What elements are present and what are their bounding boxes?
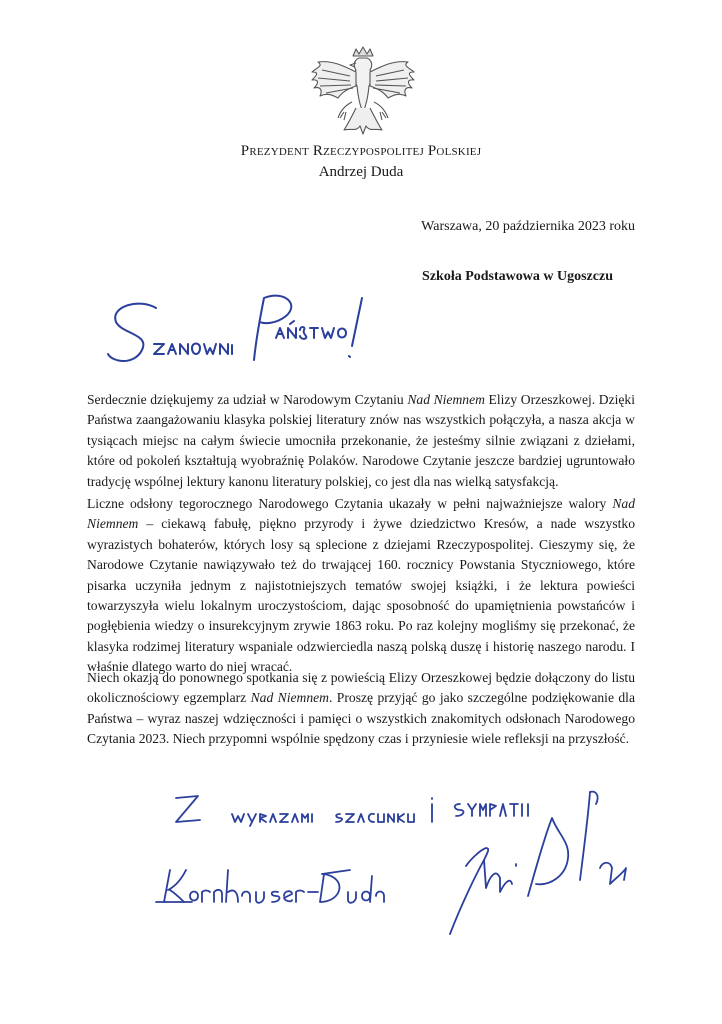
paragraph-2-text-b: – ciekawą fabułę, piękno przyrody i żywe dziedzictwo Kresów, a nade wszystko wyrazistych bohaterów, których losy są splecione z dziejami Rzeczypospolitej. Cieszymy się, że Narodowe Czytanie nawiązywało też do trwającej 160. rocznicy Powstania Styczniowego, które pisarka uczyniła jednym z najistotniejszych tematów swojej książki, i że lektura powieści towarzyszyła wielu lokalnym uroczystościom, dając sposobność do upamiętnienia powstańców i pogłębienia wiedzy o insurekcyjnym zrywie 1863 roku. Po raz kolejny mogliśmy się przekonać, że klasyka rodzimej literatury wspaniale odzwierciedla naszą polską duszę i historię naszego narodu. I właśnie dlatego warto do niej wracać.	[87, 516, 635, 675]
book-title: Nad Niemnem	[250, 690, 329, 706]
handwritten-salutation	[104, 290, 364, 380]
paragraph-2-text-a: Liczne odsłony tegorocznego Narodowego Czytania ukazały w pełni najważniejsze walory	[87, 496, 613, 511]
polish-eagle-emblem-icon	[304, 46, 422, 138]
place-date: Warszawa, 20 października 2023 roku	[421, 219, 635, 234]
office-title-word-1: rezydent	[249, 143, 313, 159]
office-title	[0, 143, 722, 160]
office-title-initial-2: R	[312, 143, 324, 159]
paragraph-1-text-a: Serdecznie dziękujemy za udział w Narodowym Czytaniu	[87, 392, 408, 407]
letter-paragraph-3	[87, 668, 635, 750]
signature-first-lady	[152, 862, 392, 912]
office-title-initial-3: P	[427, 143, 437, 159]
letter-paragraph-1	[87, 390, 635, 492]
office-title-initial: P	[240, 143, 250, 159]
paragraph-3-text-b: . Proszę przyjąć go jako szczególne podziękowanie dla Państwa – wyraz naszej wdzięczności i pamięci o wszystkich znakomitych odsłonach Narodowego Czytania 2023. Niech przypomni wspólnie spędzony czas i przyniesie wiele refleksji na przyszłość.	[87, 690, 635, 747]
office-holder-name: Andrzej Duda	[318, 164, 404, 180]
office-title-word-3: olskiej	[436, 143, 482, 159]
paragraph-3-text-a: Niech okazją do ponownego spotkania się z powieścią Elizy Orzeszkowej będzie dołączony do listu okolicznościowy egzemplarz	[87, 670, 635, 706]
signature-president	[440, 788, 640, 938]
paragraph-1-text-b: Elizy Orzeszkowej. Dzięki Państwa zaangażowaniu klasyka polskiej literatury znów nas wszystkich połączyła, a nasza akcja w tysiącach miejsc na całym świecie umocniła przekonanie, że jesteśmy silnie związani z dziełami, które od pokoleń kształtują wyobraźnię Polaków. Narodowe Czytanie jeszcze bardziej ugruntowało tradycję wspólnej lektury kanonu literatury polskiej, co jest dla nas wielką satysfakcją.	[87, 392, 635, 489]
letter-paragraph-2	[87, 494, 635, 678]
recipient: Szkoła Podstawowa w Ugoszczu	[422, 269, 613, 284]
book-title: Nad Niemnem	[407, 392, 485, 407]
book-title: Nad Niemnem	[87, 496, 635, 532]
office-title-word-2: zeczypospolitej	[323, 143, 428, 159]
